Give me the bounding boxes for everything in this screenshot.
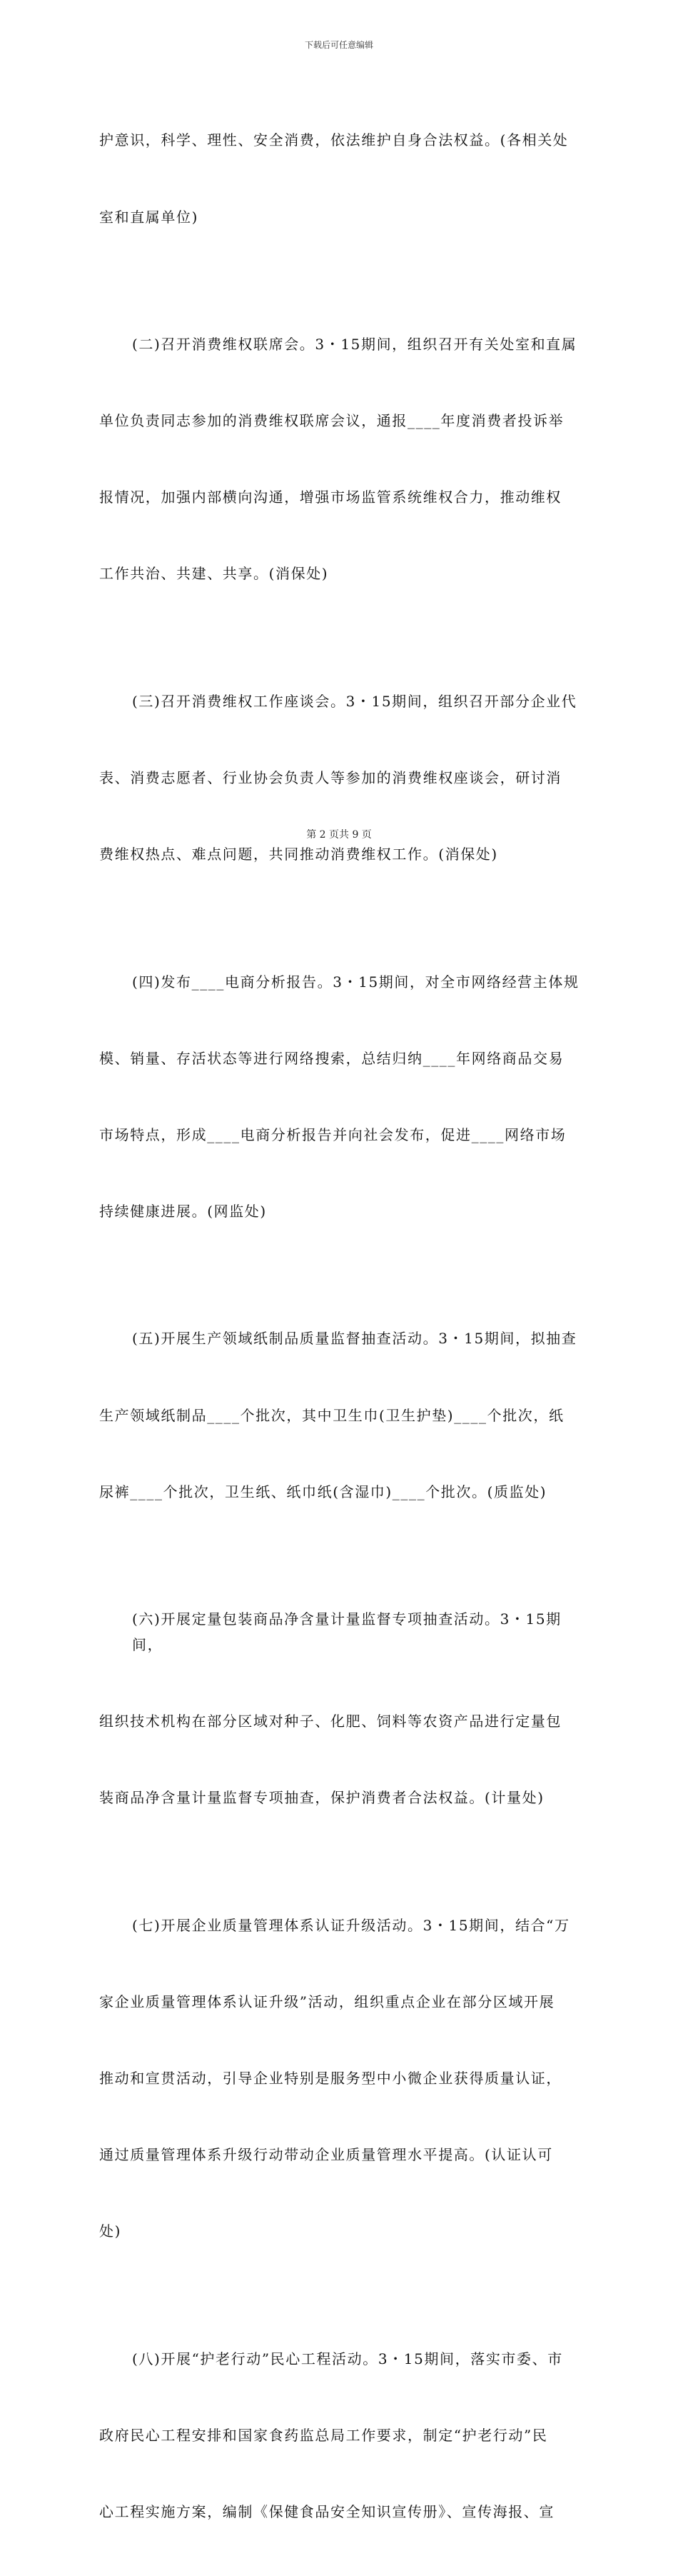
paragraph-item-3 <box>99 638 583 918</box>
paragraph-item-8 <box>99 2295 583 2576</box>
text-line: 市场特点，形成____电商分析报告并向社会发布，促进____网络市场 <box>99 1126 567 1143</box>
text-line: 生产领域纸制品____个批次，其中卫生巾(卫生护垫)____个批次，纸 <box>99 1406 565 1424</box>
text-line: 尿裤____个批次，卫生纸、纸巾纸(含湿巾)____个批次。(质监处) <box>99 1483 547 1500</box>
text-line: 装商品净含量计量监督专项抽查，保护消费者合法权益。(计量处) <box>99 1789 545 1807</box>
paragraph-item-7 <box>99 1862 583 2295</box>
paragraph-item-4 <box>99 918 583 1276</box>
text-line: (五)开展生产领域纸制品质量监督抽查活动。3・15期间，拟抽查 <box>132 1330 577 1348</box>
paragraph-item-5 <box>99 1276 583 1556</box>
text-line: (八)开展“护老行动”民心工程活动。3・15期间，落实市委、市 <box>132 2350 563 2367</box>
text-line: 模、销量、存活状态等进行网络搜索，总结归纳____年网络商品交易 <box>99 1049 565 1067</box>
text-line: 推动和宣贯活动，引导企业特别是服务型中小微企业获得质量认证， <box>99 2069 562 2087</box>
page-header: 下载后可任意编辑 <box>304 40 373 50</box>
paragraph-item-2 <box>99 281 583 638</box>
text-line: 政府民心工程安排和国家食药监总局工作要求，制定“护老行动”民 <box>99 2426 548 2444</box>
text-line: 处) <box>99 2222 122 2240</box>
text-line: 通过质量管理体系升级行动带动企业质量管理水平提高。(认证认可 <box>99 2145 553 2163</box>
text-line: (六)开展定量包装商品净含量计量监督专项抽查活动。3・15期间， <box>132 1610 562 1653</box>
text-line: 持续健康进展。(网监处) <box>99 1202 267 1220</box>
text-line: (七)开展企业质量管理体系认证升级活动。3・15期间，结合“万 <box>132 1916 570 1934</box>
text-line: 组织技术机构在部分区域对种子、化肥、饲料等农资产品进行定量包 <box>99 1713 562 1730</box>
text-line: 表、消费志愿者、行业协会负责人等参加的消费维权座谈会，研讨消 <box>99 768 562 786</box>
text-line: 室和直属单位) <box>99 208 199 226</box>
text-line: 单位负责同志参加的消费维权联席会议，通报____年度消费者投诉举 <box>99 412 565 430</box>
text-line: (四)发布____电商分析报告。3・15期间，对全市网络经营主体规 <box>132 973 580 991</box>
text-line: 报情况，加强内部横向沟通，增强市场监管系统维权合力，推动维权 <box>99 488 562 506</box>
text-line: 费维权热点、难点问题，共同推动消费维权工作。(消保处) <box>99 846 498 863</box>
text-line: 工作共治、共建、共享。(消保处) <box>99 565 329 583</box>
text-line: (三)召开消费维权工作座谈会。3・15期间，组织召开部分企业代 <box>132 692 577 710</box>
text-line: 心工程实施方案，编制《保健食品安全知识宣传册》、宣传海报、宣 <box>99 2502 555 2520</box>
paragraph-continuation <box>99 77 583 281</box>
text-line: 护意识，科学、理性、安全消费，依法维护自身合法权益。(各相关处 <box>99 131 569 149</box>
text-line: (二)召开消费维权联席会。3・15期间，组织召开有关处室和直属 <box>132 336 577 354</box>
text-line: 家企业质量管理体系认证升级”活动，组织重点企业在部分区域开展 <box>99 1993 555 2010</box>
document-body <box>99 77 583 2576</box>
page-footer: 第 2 页共 9 页 <box>306 829 372 841</box>
paragraph-item-6 <box>99 1556 583 1862</box>
